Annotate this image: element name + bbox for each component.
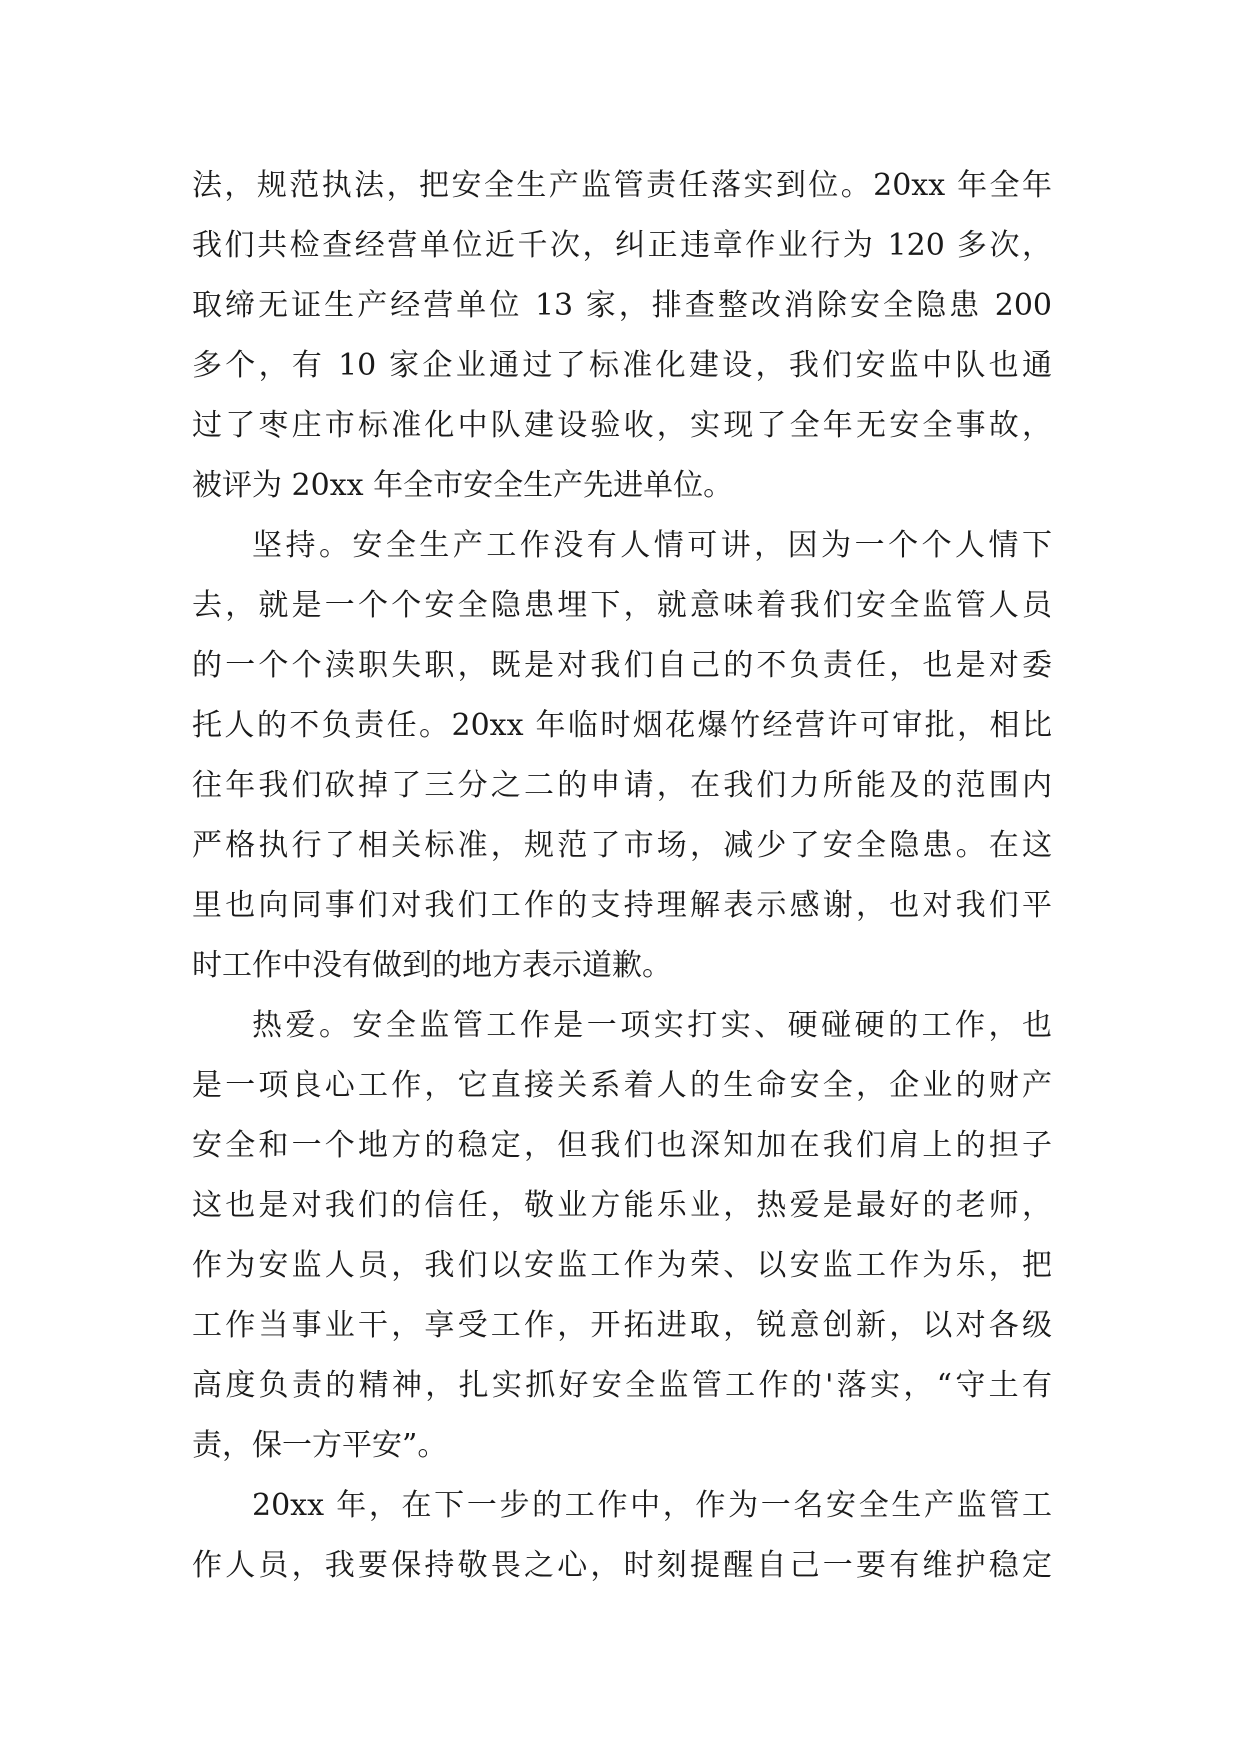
document-body	[192, 156, 1052, 1596]
text-line: 作人员，我要保持敬畏之心，时刻提醒自己一要有维护稳定	[192, 1548, 1052, 1583]
text-line: 是一项良心工作，它直接关系着人的生命安全，企业的财产	[192, 1068, 1052, 1103]
paragraph-1	[192, 156, 1052, 516]
text-line: 去，就是一个个安全隐患埋下，就意味着我们安全监管人员	[192, 588, 1052, 623]
text-line: 取缔无证生产经营单位 13 家，排查整改消除安全隐患 200	[192, 288, 1052, 323]
text-line: 严格执行了相关标准，规范了市场，减少了安全隐患。在这	[192, 828, 1052, 863]
text-line: 高度负责的精神，扎实抓好安全监管工作的'落实，“守土有	[192, 1368, 1052, 1403]
text-line: 安全和一个地方的稳定，但我们也深知加在我们肩上的担子	[192, 1128, 1052, 1163]
text-line: 作为安监人员，我们以安监工作为荣、以安监工作为乐，把	[192, 1248, 1052, 1283]
text-line: 被评为 20xx 年全市安全生产先进单位。	[192, 468, 734, 503]
text-line: 往年我们砍掉了三分之二的申请，在我们力所能及的范围内	[192, 768, 1052, 803]
text-line: 坚持。安全生产工作没有人情可讲，因为一个个人情下	[252, 528, 1052, 563]
text-line: 托人的不负责任。20xx 年临时烟花爆竹经营许可审批，相比	[192, 708, 1052, 743]
text-line: 热爱。安全监管工作是一项实打实、硬碰硬的工作，也	[252, 1008, 1052, 1043]
text-line: 过了枣庄市标准化中队建设验收，实现了全年无安全事故，	[192, 408, 1052, 443]
paragraph-4	[192, 1476, 1052, 1596]
text-line: 时工作中没有做到的地方表示道歉。	[192, 948, 672, 983]
text-line: 我们共检查经营单位近千次，纠正违章作业行为 120 多次，	[192, 228, 1052, 263]
text-line: 多个，有 10 家企业通过了标准化建设，我们安监中队也通	[192, 348, 1052, 383]
text-line: 工作当事业干，享受工作，开拓进取，锐意创新，以对各级	[192, 1308, 1052, 1343]
text-line: 责，保一方平安”。	[192, 1428, 448, 1463]
text-line: 的一个个渎职失职，既是对我们自己的不负责任，也是对委	[192, 648, 1052, 683]
text-line: 20xx 年，在下一步的工作中，作为一名安全生产监管工	[252, 1488, 1052, 1523]
text-line: 这也是对我们的信任，敬业方能乐业，热爱是最好的老师，	[192, 1188, 1052, 1223]
text-line: 法，规范执法，把安全生产监管责任落实到位。20xx 年全年	[192, 168, 1052, 203]
paragraph-2	[192, 516, 1052, 996]
paragraph-3	[192, 996, 1052, 1476]
text-line: 里也向同事们对我们工作的支持理解表示感谢，也对我们平	[192, 888, 1052, 923]
